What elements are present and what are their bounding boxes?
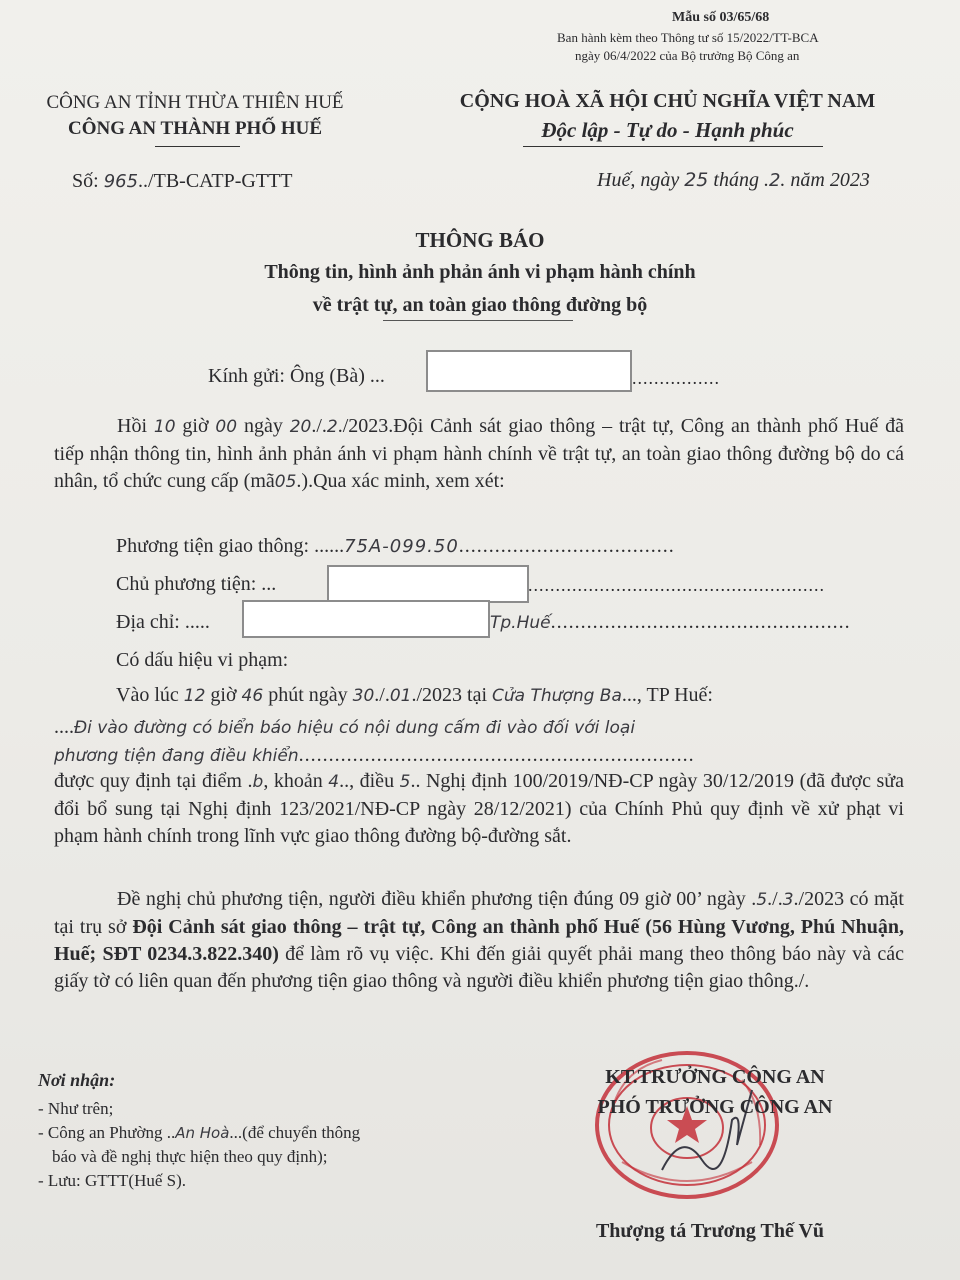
signature-title-1: KT.TRƯỞNG CÔNG AN: [605, 1066, 825, 1088]
address-tail: Tp.Huế..................................................: [490, 611, 851, 633]
address-label: Địa chỉ: .....: [116, 611, 210, 633]
request-paragraph: Đề nghị chủ phương tiện, người điều khiển phương tiện đúng 09 giờ 00’ ngày .5./.3./2023 có mặt tại trụ sở Đội Cảnh sát giao thông – trật tự, Công an thành phố Huế (56 Hùng Vương, Phú Nhuận, Huế; SĐT 0234.3.822.340) để làm rõ vụ việc. Khi đến giải quyết phải mang theo thông báo này và các giấy tờ có liên quan đến phương tiện giao thông và người điều khiển phương tiện giao thông./.: [54, 888, 905, 992]
recipients-item-3: - Lưu: GTTT(Huế S).: [38, 1171, 187, 1190]
violation-label: Có dấu hiệu vi phạm:: [116, 649, 289, 671]
receipt-paragraph: Hồi 10 giờ 00 ngày 20./.2./2023.Đội Cảnh sát giao thông – trật tự, Công an thành phố Huế đã tiếp nhận thông tin, hình ảnh phản ánh vi phạm hành chính về trật tự, an toàn giao thông đường bộ do cá nhân, tổ chức cung cấp (mã05.).Qua xác minh, xem xét:: [54, 415, 905, 492]
form-code: Mẫu số 03/65/68: [672, 10, 770, 25]
signature-title-2: PHÓ TRƯỞNG CÔNG AN: [597, 1096, 833, 1118]
legal-basis-paragraph: được quy định tại điểm .b, khoản 4.., điều 5.. Nghị định 100/2019/NĐ-CP ngày 30/12/2019 (đã được sửa đổi bổ sung tại Nghị định 123/2021/NĐ-CP ngày 28/12/2021) của Chính Phủ quy định về xử phạt vi phạm hành chính trong lĩnh vực giao thông đường bộ-đường sắt.: [54, 770, 904, 847]
form-regulation-date: ngày 06/4/2022 của Bộ trưởng Bộ Công an: [575, 48, 800, 63]
notice-subtitle-1: Thông tin, hình ảnh phản ánh vi phạm hành chính: [264, 261, 696, 283]
nation-name: CỘNG HOÀ XÃ HỘI CHỦ NGHĨA VIỆT NAM: [459, 90, 876, 112]
owner-label: Chủ phương tiện: ...: [116, 573, 277, 595]
document-number: Số: 965../TB-CATP-GTTT: [72, 170, 293, 192]
issue-date: Huế, ngày 25 tháng .2. năm 2023: [597, 169, 870, 191]
vehicle-row: Phương tiện giao thông: ......75A-099.50....................................: [116, 535, 675, 557]
notice-subtitle-2: về trật tự, an toàn giao thông đường bộ: [312, 294, 648, 316]
recipient-dots: ................: [632, 368, 720, 388]
recipients-item-1: - Như trên;: [38, 1099, 114, 1118]
unit-underline: [155, 146, 240, 147]
violation-description-1: ....Đi vào đường có biển báo hiệu có nội dung cấm đi vào đối với loại: [54, 716, 636, 738]
unit-name: CÔNG AN THÀNH PHỐ HUẾ: [67, 118, 323, 139]
violation-time-place: Vào lúc 12 giờ 46 phút ngày 30./.01./2023 tại Cửa Thượng Ba..., TP Huế:: [116, 684, 713, 706]
recipient-redaction: [426, 350, 632, 392]
form-regulation: Ban hành kèm theo Thông tư số 15/2022/TT-BCA: [557, 30, 819, 45]
recipients-item-2: - Công an Phường ..An Hoà...(để chuyển thông: [38, 1123, 361, 1142]
owner-dots: ......................................................: [528, 575, 825, 595]
recipients-title: Nơi nhận:: [38, 1070, 116, 1090]
violation-description-2: phương tiện đang điều khiển..................................................................: [54, 744, 695, 766]
national-motto: Độc lập - Tự do - Hạnh phúc: [541, 118, 794, 142]
recipients-item-2-cont: báo và đề nghị thực hiện theo quy định);: [52, 1147, 328, 1166]
motto-underline: [523, 146, 823, 147]
agency-name: CÔNG AN TỈNH THỪA THIÊN HUẾ: [46, 92, 344, 113]
owner-redaction: [327, 565, 529, 603]
subtitle-underline: [383, 320, 573, 321]
address-redaction: [242, 600, 490, 638]
signer-name: Thượng tá Trương Thế Vũ: [595, 1220, 825, 1242]
notice-title: THÔNG BÁO: [415, 228, 545, 252]
recipient-label: Kính gửi: Ông (Bà) ...: [208, 365, 385, 387]
